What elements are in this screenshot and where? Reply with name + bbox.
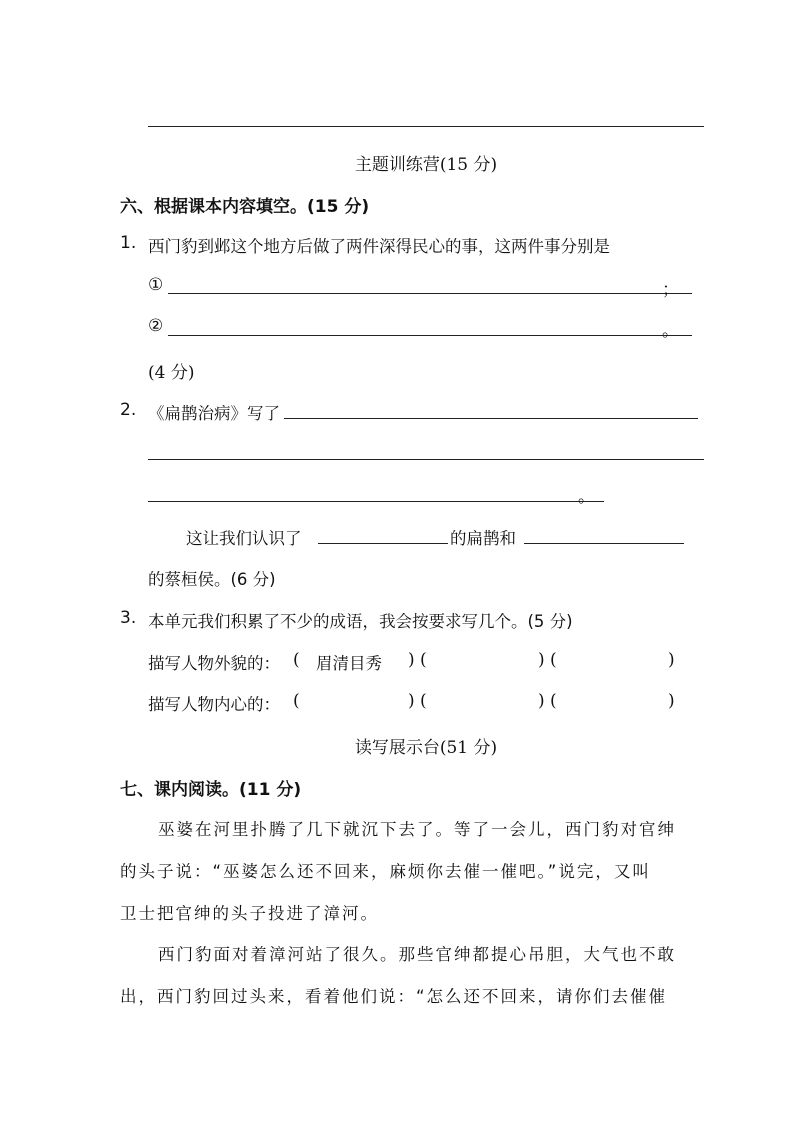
question-7-title: 七、课内阅读。(11 分) xyxy=(120,780,302,800)
q6-item2-line3: 的蔡桓侯。(6 分) xyxy=(148,570,276,589)
idiom-blank-2-close: ) xyxy=(538,650,545,670)
q6-item2-text: 《扁鹊治病》写了 xyxy=(148,404,280,423)
idiom-blank-3[interactable]: ( xyxy=(550,650,557,670)
passage-p2-line2: 出，西门豹回过头来，看着他们说：“怎么还不回来，请你们去催催 xyxy=(120,987,668,1006)
q6-item2-period: 。 xyxy=(578,487,595,507)
q6-item1-period: 。 xyxy=(662,321,679,341)
q6-item1-mark-1: ① xyxy=(148,275,164,295)
section-heading-theme: 主题训练营(15 分) xyxy=(354,155,498,175)
passage-p1-line1: 巫婆在河里扑腾了几下就沉下去了。等了一会儿，西门豹对官绅 xyxy=(158,820,676,839)
q6-item1-mark-2: ② xyxy=(148,316,164,336)
q6-item3-row2-label: 描写人物内心的： xyxy=(148,695,280,714)
q6-item2-answer-line-3[interactable] xyxy=(148,501,604,502)
q6-item1-score: (4 分) xyxy=(148,363,195,383)
section-heading-read: 读写展示台(51 分) xyxy=(354,738,498,758)
idiom-blank-4-close: ) xyxy=(408,691,415,711)
idiom-blank-4[interactable]: ( xyxy=(293,691,300,711)
idiom-blank-6-close: ) xyxy=(668,691,675,711)
idiom-example: 眉清目秀 xyxy=(316,654,382,673)
q6-item1-text: 西门豹到邺这个地方后做了两件深得民心的事，这两件事分别是 xyxy=(148,237,610,256)
q6-item3-row1-label: 描写人物外貌的： xyxy=(148,654,280,673)
q6-item3-number: 3. xyxy=(120,608,137,628)
idiom-blank-1-open: ( xyxy=(293,650,300,670)
q6-item1-semicolon: ； xyxy=(662,280,679,300)
q6-item1-answer-line-2[interactable] xyxy=(168,335,692,336)
q6-item2-number: 2. xyxy=(120,400,137,420)
q6-item2-line2-prefix: 这让我们认识了 xyxy=(186,529,302,548)
passage-p1-line2: 的头子说：“巫婆怎么还不回来，麻烦你去催一催吧。”说完，又叫 xyxy=(120,862,651,881)
passage-p2-line1: 西门豹面对着漳河站了很久。那些官绅都提心吊胆，大气也不敢 xyxy=(158,945,676,964)
q6-item3-text: 本单元我们积累了不少的成语，我会按要求写几个。(5 分) xyxy=(148,612,573,631)
question-6-title: 六、根据课本内容填空。(15 分) xyxy=(120,197,370,217)
header-rule xyxy=(148,126,704,127)
idiom-blank-3-close: ) xyxy=(668,650,675,670)
q6-item2-answer-line-1[interactable] xyxy=(284,418,698,419)
idiom-blank-2[interactable]: ( xyxy=(420,650,427,670)
idiom-blank-5[interactable]: ( xyxy=(420,691,427,711)
q6-item2-answer-line-4[interactable] xyxy=(318,543,448,544)
q6-item1-answer-line-1[interactable] xyxy=(168,293,692,294)
q6-item2-answer-line-2[interactable] xyxy=(148,459,704,460)
passage-p1-line3: 卫士把官绅的头子投进了漳河。 xyxy=(120,904,379,923)
idiom-blank-1-close: ) xyxy=(408,650,415,670)
q6-item2-answer-line-5[interactable] xyxy=(524,543,684,544)
q6-item2-line2-mid: 的扁鹊和 xyxy=(450,529,516,548)
idiom-blank-5-close: ) xyxy=(538,691,545,711)
q6-item1-number: 1. xyxy=(120,233,137,253)
idiom-blank-6[interactable]: ( xyxy=(550,691,557,711)
